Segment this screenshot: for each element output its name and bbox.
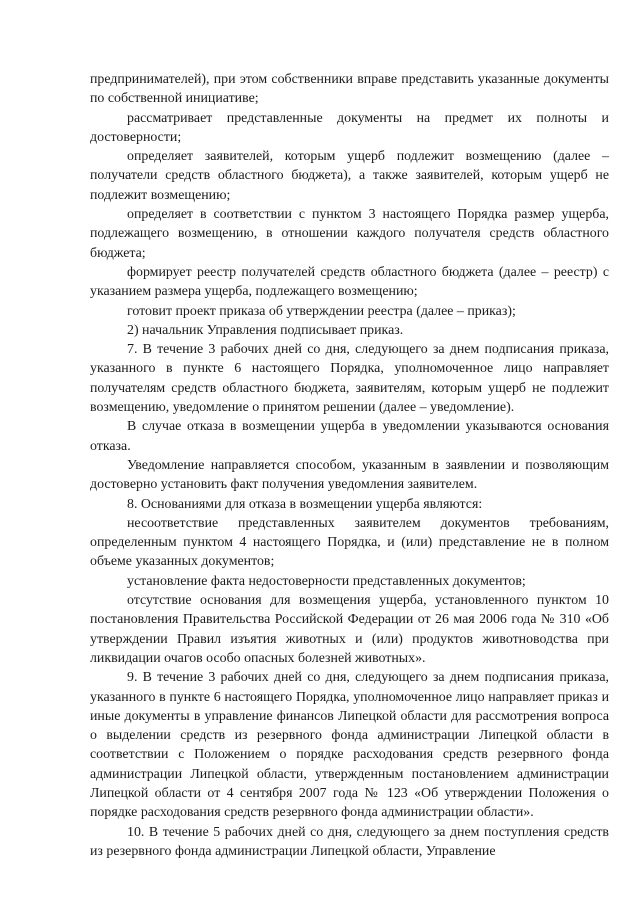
paragraph: определяет в соответствии с пунктом 3 настоящего Порядка размер ущерба, подлежащего возмещению, в отношении каждого получателя средств областного бюджета;: [90, 207, 609, 261]
paragraph: готовит проект приказа об утверждении реестра (далее – приказ);: [127, 303, 516, 319]
paragraph: В случае отказа в возмещении ущерба в уведомлении указываются основания отказа.: [90, 419, 609, 454]
document-page: [90, 70, 609, 861]
paragraph: 10. В течение 5 рабочих дней со дня, следующего за днем поступления средств из резервного фонда администрации Липецкой области, Управление: [90, 824, 609, 859]
paragraph: рассматривает представленные документы на предмет их полноты и достоверности;: [90, 110, 609, 145]
paragraph: 9. В течение 3 рабочих дней со дня, следующего за днем подписания приказа, указанного в пункте 6 настоящего Порядка, уполномоченное лицо направляет приказ и иные документы в управление финансов Липецкой области для рассмотрения вопроса о выделении средств из резервного фонда администрации Липецкой области в соответствии с Положением о порядке расходования средств резервного фонда администрации Липецкой области, утвержденным постановлением администрации Липецкой области от 4 сентября 2007 года № 123 «Об утверждении Положения о порядке расходования средств резервного фонда администрации области».: [90, 670, 609, 821]
paragraph: формирует реестр получателей средств областного бюджета (далее – реестр) с указанием размера ущерба, подлежащего возмещению;: [90, 264, 609, 300]
paragraph: несоответствие представленных заявителем документов требованиям, определенным пунктом 4 настоящего Порядка, и (или) представление не в полном объеме указанных документов;: [90, 515, 609, 570]
paragraph: 2) начальник Управления подписывает приказ.: [127, 322, 404, 338]
paragraph: предпринимателей), при этом собственники вправе представить указанные документы по собственной инициативе;: [90, 72, 609, 107]
paragraph: определяет заявителей, которым ущерб подлежит возмещению (далее – получатели средств областного бюджета), а также заявителей, которым ущерб не подлежит возмещению;: [90, 149, 609, 203]
paragraph: отсутствие основания для возмещения ущерба, установленного пунктом 10 постановления Правительства Российской Федерации от 26 мая 2006 года № 310 «Об утверждении Правил изъятия животных и (или) продуктов животноводства при ликвидации очагов особо опасных болезней животных».: [90, 593, 609, 666]
paragraph: 8. Основаниями для отказа в возмещении ущерба являются:: [127, 496, 483, 512]
paragraph: Уведомление направляется способом, указанным в заявлении и позволяющим достоверно установить факт получения уведомления заявителем.: [90, 457, 609, 493]
paragraph: 7. В течение 3 рабочих дней со дня, следующего за днем подписания приказа, указанного в пункте 6 настоящего Порядка, уполномоченное лицо направляет получателям средств областного бюджета, заявителям, которым ущерб не подлежит возмещению, уведомление о принятом решении (далее – уведомление).: [90, 342, 609, 416]
paragraph: установление факта недостоверности представленных документов;: [127, 573, 526, 589]
